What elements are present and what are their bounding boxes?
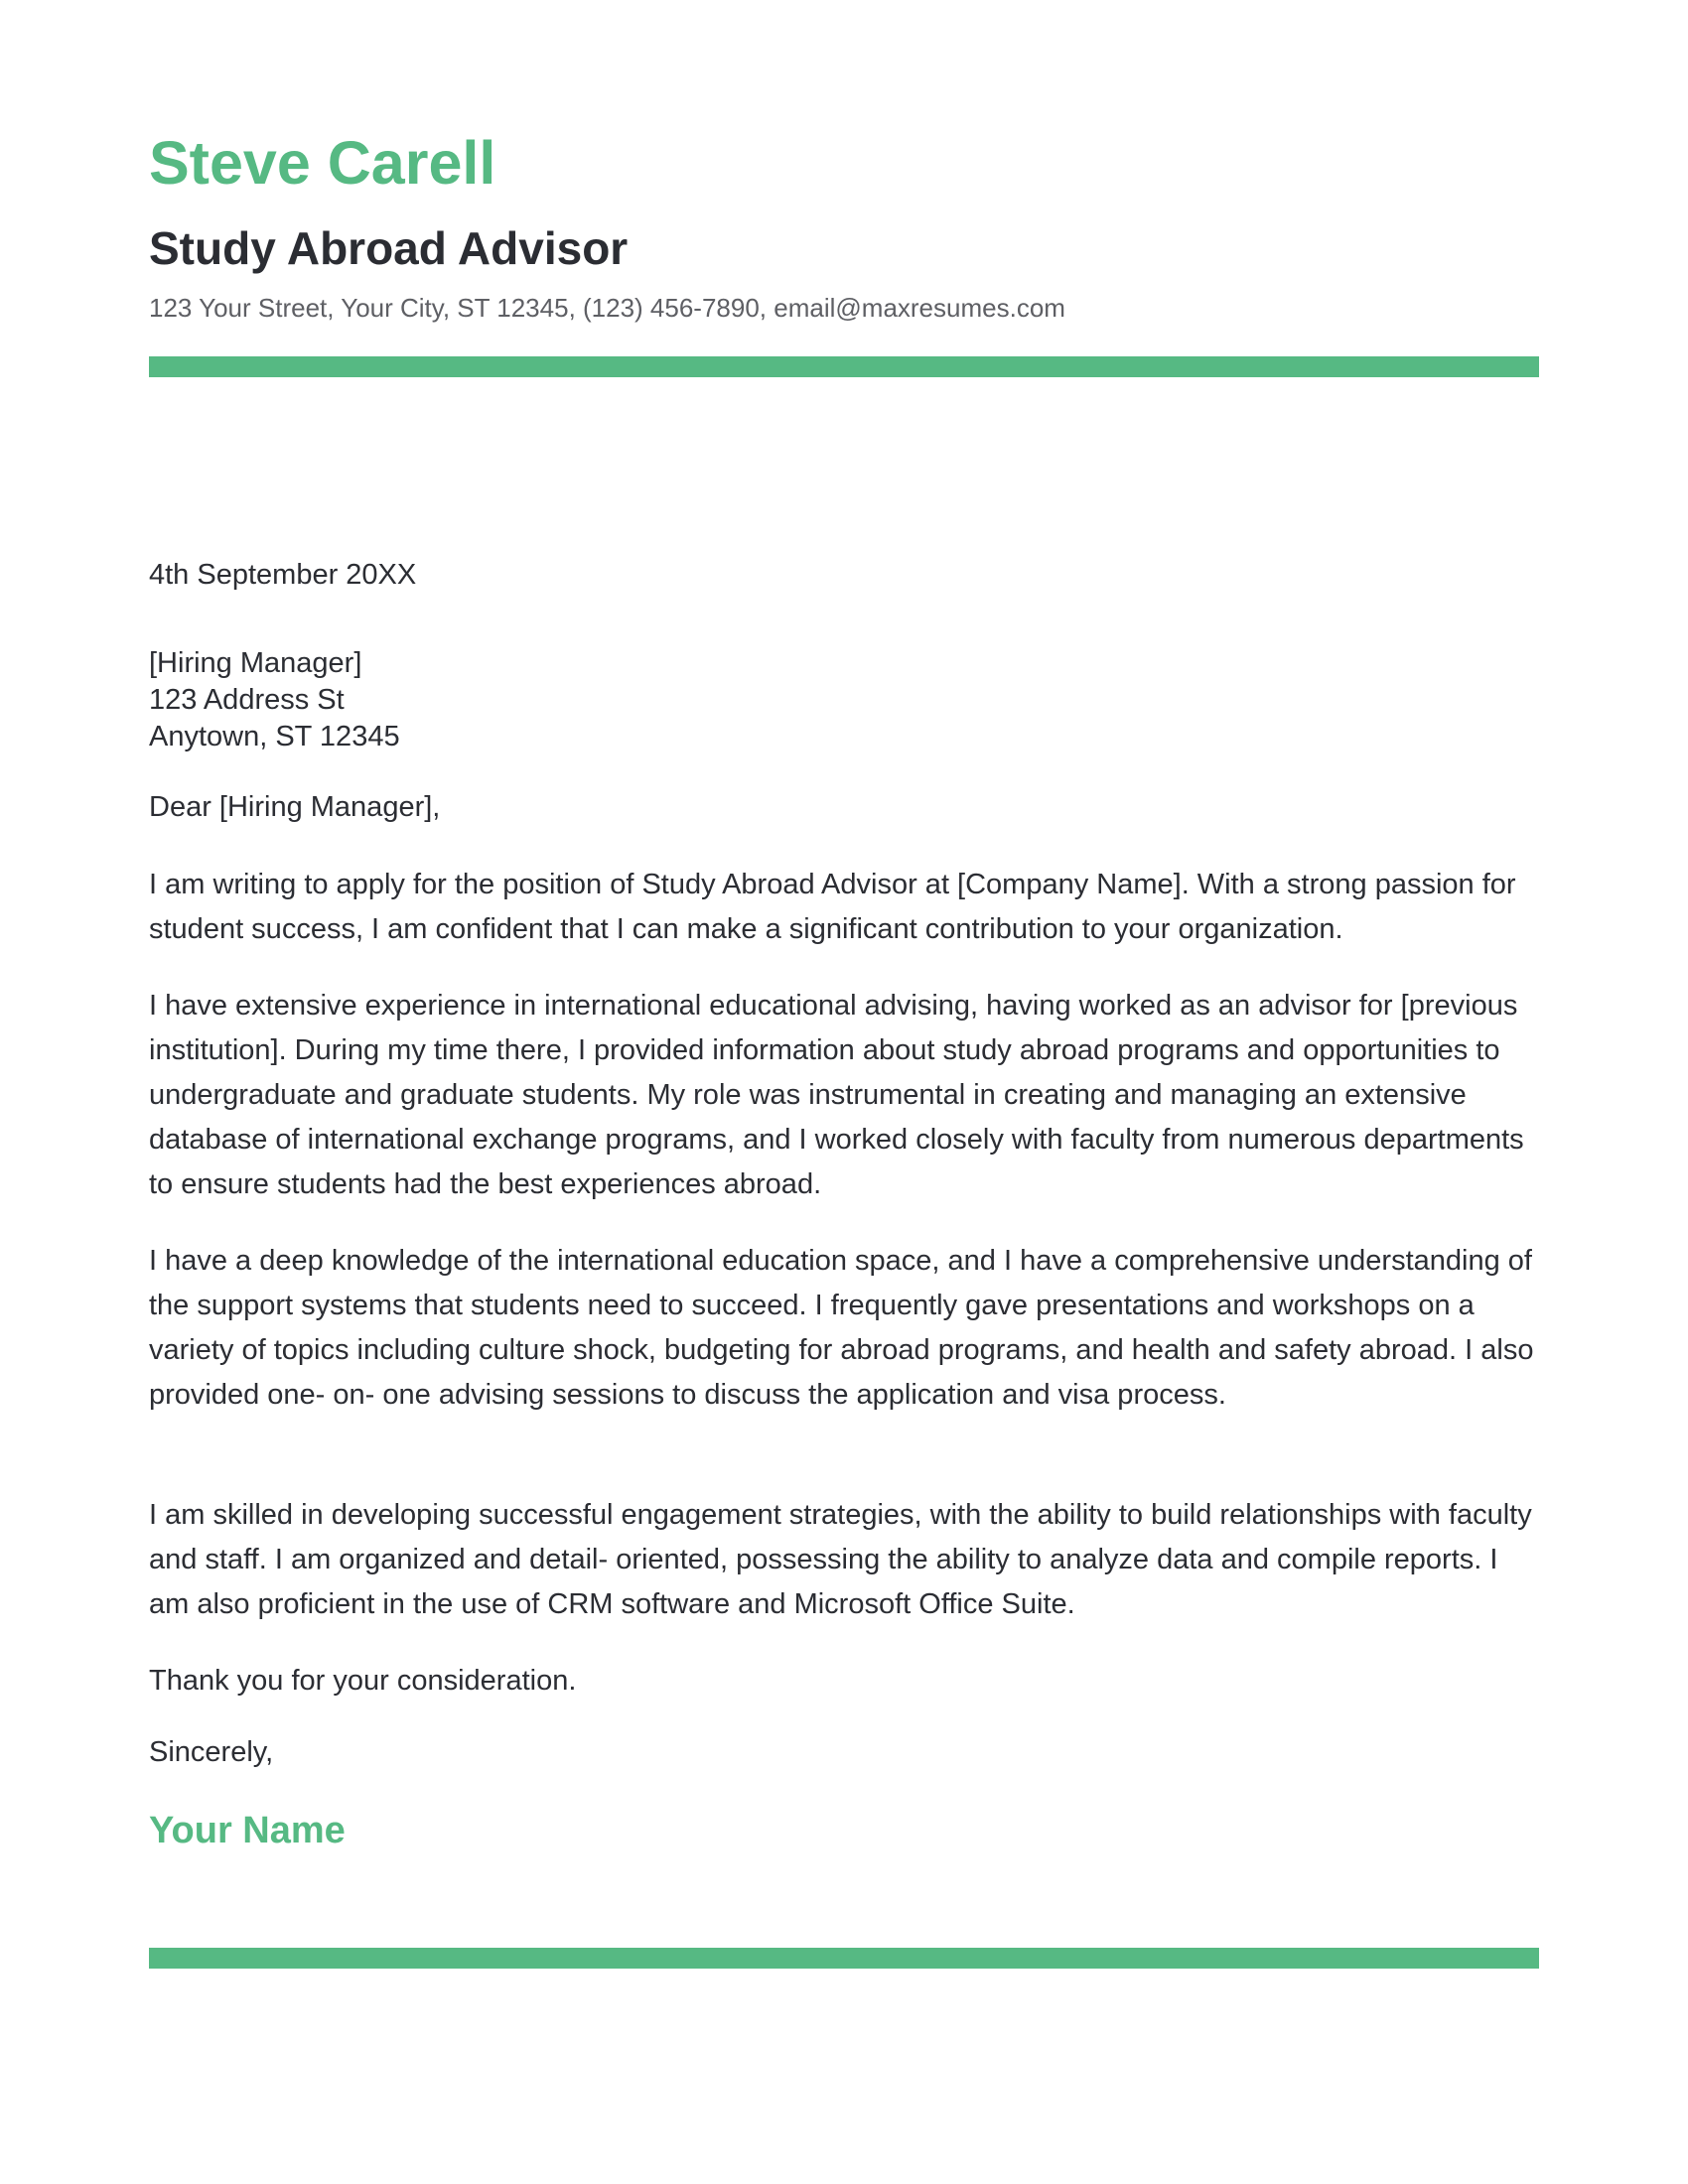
salutation: Dear [Hiring Manager], [149, 791, 441, 823]
footer-divider [149, 1948, 1539, 1969]
body-paragraph-2: I have extensive experience in international educational advising, having worked as an advisor for [previous institution]. During my time there, I provided information about study abroad programs and opportunities to undergraduate and graduate students. My role was instrumental in creating and managing an extensive database of international exchange programs, and I worked closely with faculty from numerous departments to ensure students had the best experiences abroad. [149, 990, 1524, 1200]
body-paragraph-4: I am skilled in developing successful engagement strategies, with the ability to build relationships with faculty and staff. I am organized and detail- oriented, possessing the ability to analyze data and compile reports. I am also proficient in the use of CRM software and Microsoft Office Suite. [149, 1499, 1532, 1620]
recipient-address [149, 645, 400, 755]
header-divider [149, 356, 1539, 377]
body-paragraph-1: I am writing to apply for the position of Study Abroad Advisor at [Company Name]. With a strong passion for student success, I am confident that I can make a significant contribution to your organization. [149, 869, 1516, 945]
signoff: Sincerely, [149, 1736, 274, 1768]
applicant-name: Steve Carell [149, 129, 496, 197]
letter-date: 4th September 20XX [149, 559, 417, 591]
recipient-street: 123 Address St [149, 684, 345, 716]
job-title: Study Abroad Advisor [149, 222, 629, 274]
signature-name: Your Name [149, 1810, 346, 1851]
body-paragraph-3: I have a deep knowledge of the international education space, and I have a comprehensive understanding of the support systems that students need to succeed. I frequently gave presentations and workshops on a variety of topics including culture shock, budgeting for abroad programs, and health and safety abroad. I also provided one- on- one advising sessions to discuss the application and visa process. [149, 1245, 1534, 1411]
contact-line: 123 Your Street, Your City, ST 12345, (123) 456-7890, email@maxresumes.com [149, 293, 1065, 323]
recipient-name: [Hiring Manager] [149, 647, 362, 679]
recipient-city: Anytown, ST 12345 [149, 721, 400, 752]
closing-paragraph: Thank you for your consideration. [149, 1665, 577, 1697]
